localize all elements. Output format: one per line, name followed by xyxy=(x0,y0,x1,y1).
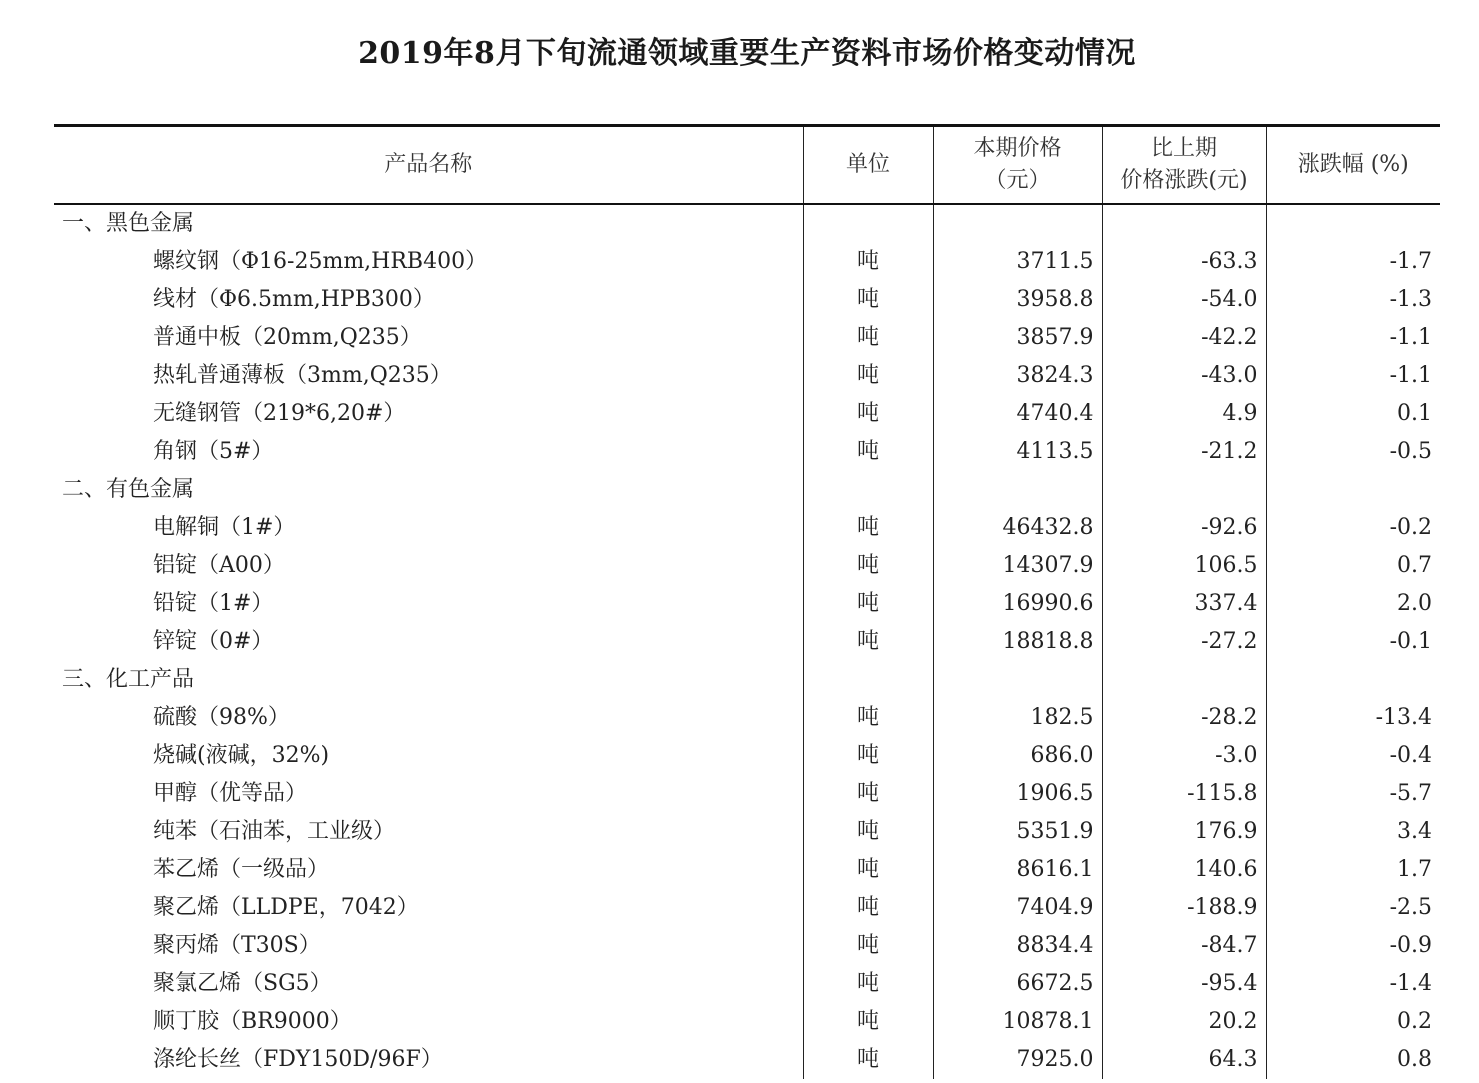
price-cell xyxy=(933,471,1102,509)
header-price-change xyxy=(1102,126,1266,205)
change-cell: -42.2 xyxy=(1102,319,1266,357)
product-name: 烧碱(液碱，32%) xyxy=(153,743,330,768)
percent-cell: 0.8 xyxy=(1266,1041,1440,1079)
price-cell: 3824.3 xyxy=(933,357,1102,395)
table-row xyxy=(54,243,1440,281)
table-row xyxy=(54,851,1440,889)
unit-cell: 吨 xyxy=(803,737,933,775)
change-cell xyxy=(1102,204,1266,243)
table-row xyxy=(54,623,1440,661)
table-row xyxy=(54,813,1440,851)
table-row xyxy=(54,1003,1440,1041)
price-cell xyxy=(933,204,1102,243)
unit-cell xyxy=(803,471,933,509)
price-cell: 7404.9 xyxy=(933,889,1102,927)
product-name: 聚氯乙烯（SG5） xyxy=(153,971,332,996)
product-name: 角钢（5#） xyxy=(153,439,274,464)
price-cell: 6672.5 xyxy=(933,965,1102,1003)
product-name: 锌锭（0#） xyxy=(153,629,274,654)
category-row xyxy=(54,204,1440,243)
change-cell xyxy=(1102,471,1266,509)
price-cell: 16990.6 xyxy=(933,585,1102,623)
change-cell: -92.6 xyxy=(1102,509,1266,547)
table-body xyxy=(54,204,1440,1079)
product-name: 线材（Φ6.5mm,HPB300） xyxy=(153,287,435,312)
unit-cell: 吨 xyxy=(803,395,933,433)
percent-cell: -1.7 xyxy=(1266,243,1440,281)
percent-cell: 2.0 xyxy=(1266,585,1440,623)
product-name: 螺纹钢（Φ16-25mm,HRB400） xyxy=(153,249,488,274)
header-current-price xyxy=(933,126,1102,205)
table-row xyxy=(54,889,1440,927)
product-name: 电解铜（1#） xyxy=(153,515,296,540)
unit-cell: 吨 xyxy=(803,1003,933,1041)
change-cell: 176.9 xyxy=(1102,813,1266,851)
change-cell: 106.5 xyxy=(1102,547,1266,585)
change-cell: -3.0 xyxy=(1102,737,1266,775)
unit-cell: 吨 xyxy=(803,623,933,661)
table-row xyxy=(54,433,1440,471)
percent-cell: -13.4 xyxy=(1266,699,1440,737)
unit-cell: 吨 xyxy=(803,927,933,965)
price-cell: 8616.1 xyxy=(933,851,1102,889)
percent-cell: -2.5 xyxy=(1266,889,1440,927)
unit-cell: 吨 xyxy=(803,585,933,623)
unit-cell: 吨 xyxy=(803,1041,933,1079)
price-cell: 3711.5 xyxy=(933,243,1102,281)
table-row xyxy=(54,281,1440,319)
price-cell: 10878.1 xyxy=(933,1003,1102,1041)
category-name: 二、有色金属 xyxy=(62,477,195,502)
unit-cell: 吨 xyxy=(803,357,933,395)
percent-cell: -1.4 xyxy=(1266,965,1440,1003)
product-name: 苯乙烯（一级品） xyxy=(153,857,330,882)
product-name: 普通中板（20mm,Q235） xyxy=(153,325,422,350)
change-cell xyxy=(1102,661,1266,699)
product-name: 硫酸（98%） xyxy=(153,705,290,730)
unit-cell: 吨 xyxy=(803,243,933,281)
unit-cell: 吨 xyxy=(803,509,933,547)
price-cell: 182.5 xyxy=(933,699,1102,737)
percent-cell: -0.9 xyxy=(1266,927,1440,965)
change-cell: -63.3 xyxy=(1102,243,1266,281)
price-cell: 4113.5 xyxy=(933,433,1102,471)
table-row xyxy=(54,1041,1440,1079)
percent-cell: -1.1 xyxy=(1266,319,1440,357)
percent-cell xyxy=(1266,471,1440,509)
product-name: 顺丁胶（BR9000） xyxy=(153,1009,352,1034)
product-name: 聚乙烯（LLDPE，7042） xyxy=(153,895,419,920)
header-price-change-line2: 价格涨跌(元) xyxy=(1120,168,1248,193)
table-row xyxy=(54,319,1440,357)
table-row xyxy=(54,509,1440,547)
price-cell: 3857.9 xyxy=(933,319,1102,357)
unit-cell: 吨 xyxy=(803,433,933,471)
change-cell: 20.2 xyxy=(1102,1003,1266,1041)
product-name: 热轧普通薄板（3mm,Q235） xyxy=(153,363,452,388)
price-cell: 1906.5 xyxy=(933,775,1102,813)
change-cell: -27.2 xyxy=(1102,623,1266,661)
change-cell: -28.2 xyxy=(1102,699,1266,737)
product-name: 纯苯（石油苯，工业级） xyxy=(153,819,396,844)
change-cell: -115.8 xyxy=(1102,775,1266,813)
percent-cell xyxy=(1266,204,1440,243)
price-table xyxy=(54,124,1440,1079)
header-unit: 单位 xyxy=(803,126,933,205)
product-name: 涤纶长丝（FDY150D/96F） xyxy=(153,1047,443,1072)
percent-cell: -1.1 xyxy=(1266,357,1440,395)
price-cell: 5351.9 xyxy=(933,813,1102,851)
percent-cell: -0.1 xyxy=(1266,623,1440,661)
price-cell: 46432.8 xyxy=(933,509,1102,547)
unit-cell: 吨 xyxy=(803,547,933,585)
table-row xyxy=(54,965,1440,1003)
unit-cell: 吨 xyxy=(803,965,933,1003)
change-cell: -43.0 xyxy=(1102,357,1266,395)
product-name: 铅锭（1#） xyxy=(153,591,274,616)
table-row xyxy=(54,395,1440,433)
price-cell: 4740.4 xyxy=(933,395,1102,433)
table-row xyxy=(54,547,1440,585)
table-header-row xyxy=(54,126,1440,205)
table-row xyxy=(54,585,1440,623)
table-row xyxy=(54,357,1440,395)
unit-cell: 吨 xyxy=(803,851,933,889)
unit-cell xyxy=(803,661,933,699)
percent-cell: 0.1 xyxy=(1266,395,1440,433)
change-cell: 4.9 xyxy=(1102,395,1266,433)
category-row xyxy=(54,661,1440,699)
unit-cell: 吨 xyxy=(803,699,933,737)
header-price-change-line1: 比上期 xyxy=(1150,136,1217,161)
category-row xyxy=(54,471,1440,509)
price-cell: 14307.9 xyxy=(933,547,1102,585)
header-current-price-line1: 本期价格 xyxy=(973,136,1062,161)
product-name: 聚丙烯（T30S） xyxy=(153,933,321,958)
change-cell: -21.2 xyxy=(1102,433,1266,471)
change-cell: 140.6 xyxy=(1102,851,1266,889)
price-cell: 7925.0 xyxy=(933,1041,1102,1079)
header-product-name: 产品名称 xyxy=(54,126,803,205)
price-cell: 686.0 xyxy=(933,737,1102,775)
change-cell: 337.4 xyxy=(1102,585,1266,623)
category-name: 三、化工产品 xyxy=(62,667,195,692)
page-title: 2019年8月下旬流通领域重要生产资料市场价格变动情况 xyxy=(358,36,1136,71)
unit-cell: 吨 xyxy=(803,813,933,851)
price-cell: 18818.8 xyxy=(933,623,1102,661)
price-cell xyxy=(933,661,1102,699)
unit-cell xyxy=(803,204,933,243)
percent-cell: 1.7 xyxy=(1266,851,1440,889)
change-cell: -84.7 xyxy=(1102,927,1266,965)
change-cell: -54.0 xyxy=(1102,281,1266,319)
percent-cell: -5.7 xyxy=(1266,775,1440,813)
percent-cell xyxy=(1266,661,1440,699)
percent-cell: -1.3 xyxy=(1266,281,1440,319)
table-row xyxy=(54,775,1440,813)
header-current-price-line2: （元） xyxy=(984,168,1051,193)
percent-cell: -0.5 xyxy=(1266,433,1440,471)
product-name: 铝锭（A00） xyxy=(153,553,285,578)
percent-cell: -0.4 xyxy=(1266,737,1440,775)
product-name: 无缝钢管（219*6,20#） xyxy=(153,401,406,426)
percent-cell: -0.2 xyxy=(1266,509,1440,547)
header-change-percent: 涨跌幅 (%) xyxy=(1266,126,1440,205)
change-cell: -95.4 xyxy=(1102,965,1266,1003)
percent-cell: 0.2 xyxy=(1266,1003,1440,1041)
unit-cell: 吨 xyxy=(803,775,933,813)
change-cell: 64.3 xyxy=(1102,1041,1266,1079)
unit-cell: 吨 xyxy=(803,281,933,319)
change-cell: -188.9 xyxy=(1102,889,1266,927)
table-row xyxy=(54,927,1440,965)
category-name: 一、黑色金属 xyxy=(62,211,195,236)
table-row xyxy=(54,737,1440,775)
price-cell: 3958.8 xyxy=(933,281,1102,319)
product-name: 甲醇（优等品） xyxy=(153,781,308,806)
price-cell: 8834.4 xyxy=(933,927,1102,965)
unit-cell: 吨 xyxy=(803,319,933,357)
unit-cell: 吨 xyxy=(803,889,933,927)
table-row xyxy=(54,699,1440,737)
percent-cell: 3.4 xyxy=(1266,813,1440,851)
percent-cell: 0.7 xyxy=(1266,547,1440,585)
